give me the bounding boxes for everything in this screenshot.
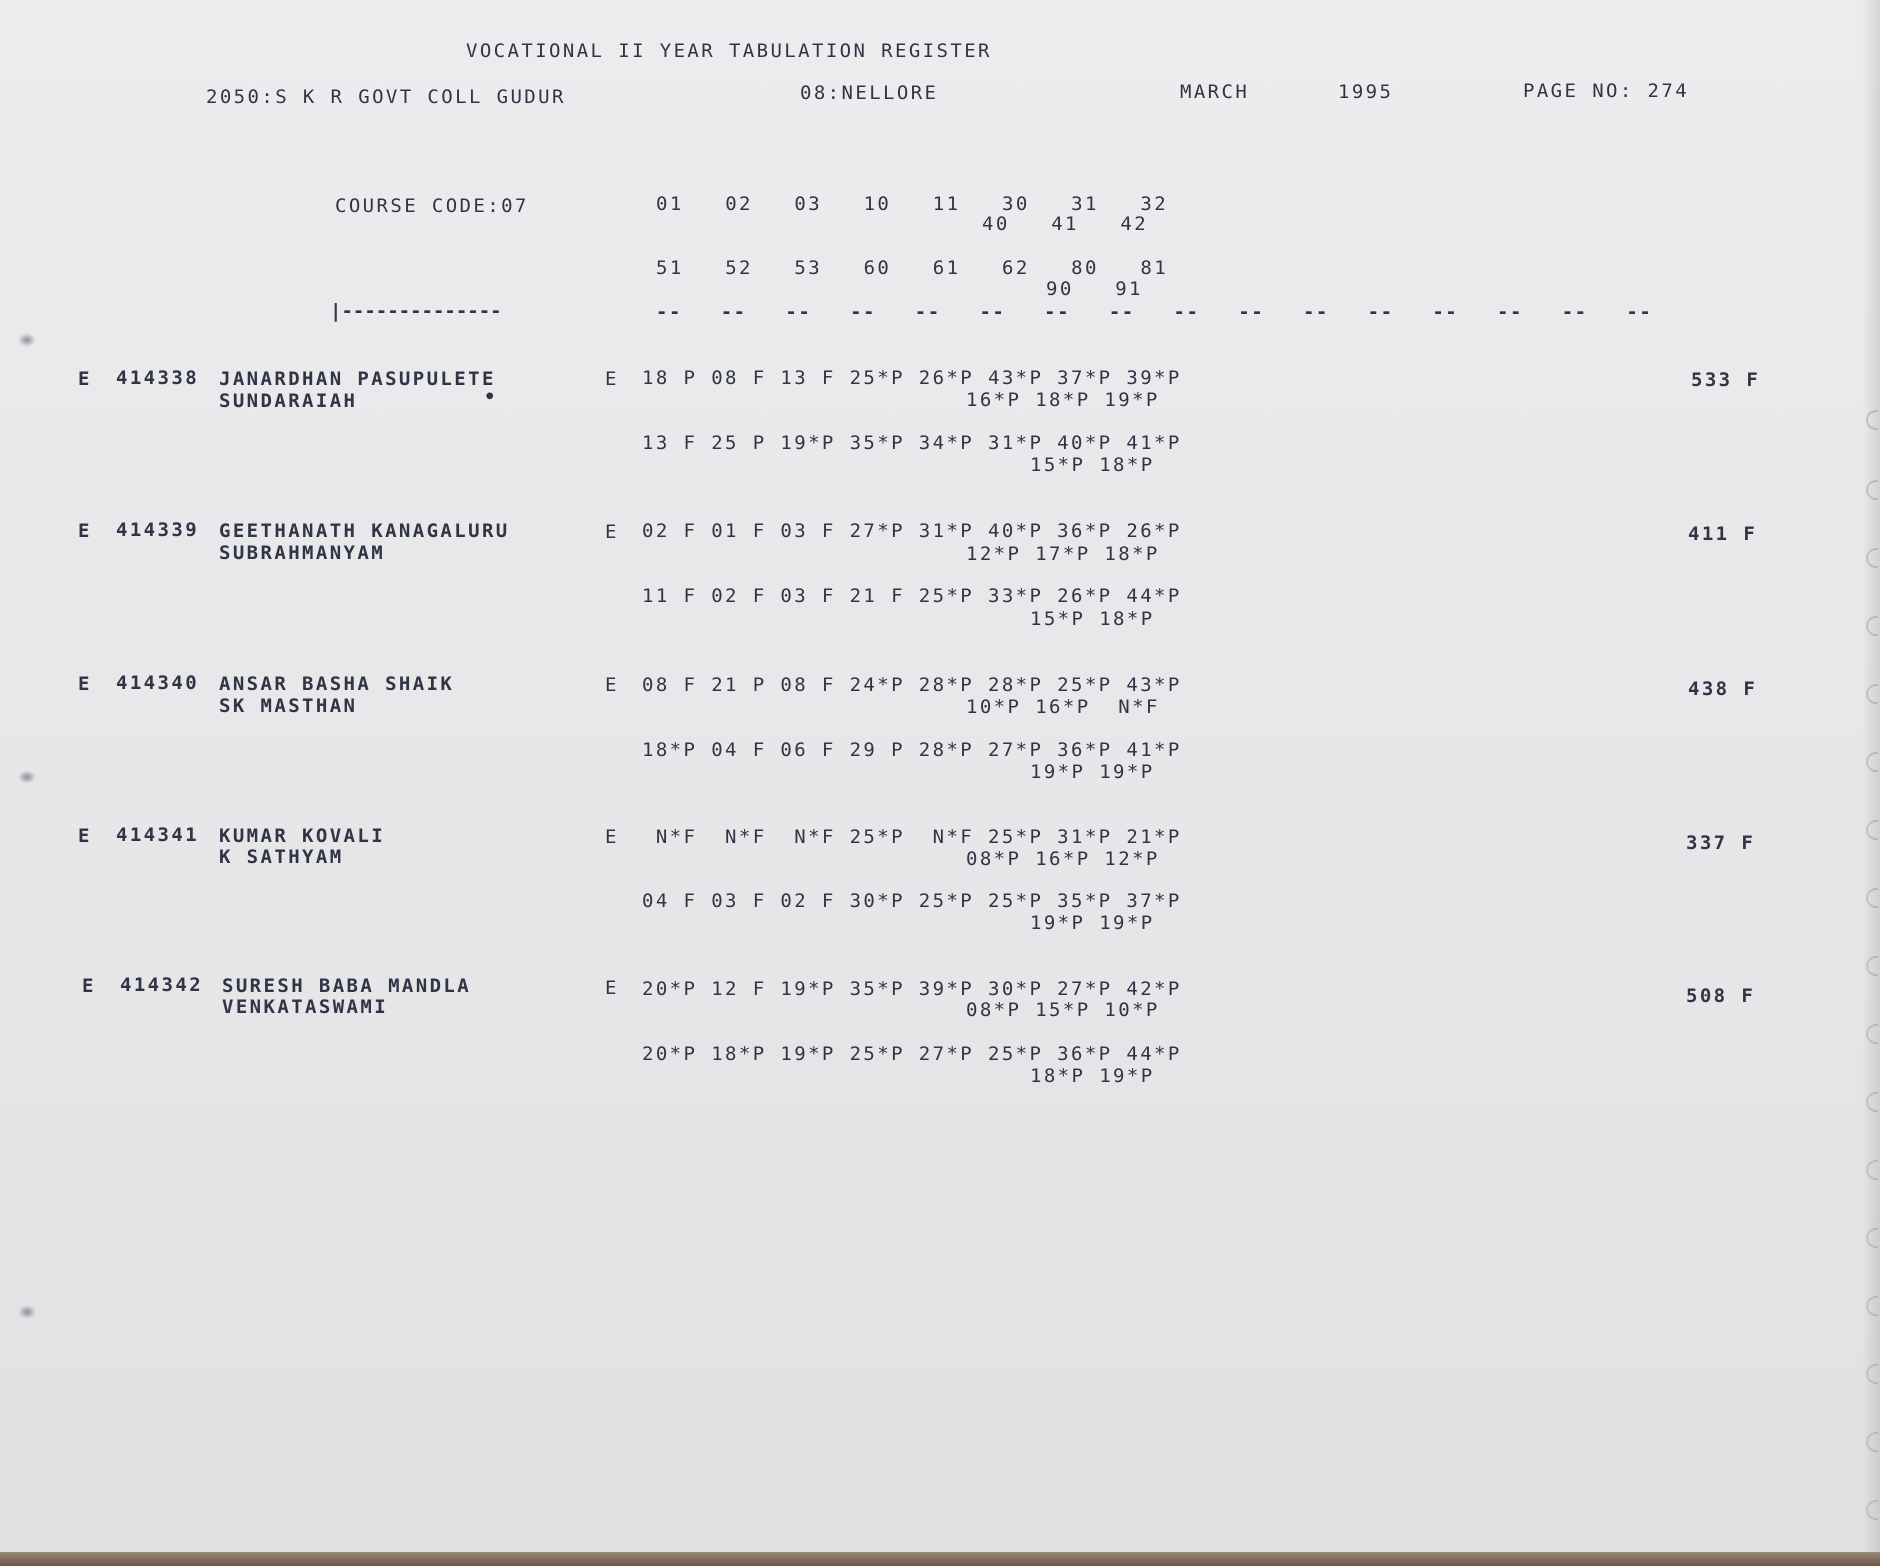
student-name: JANARDHAN PASUPULETE (219, 368, 496, 390)
marks-row1-second: 08*P 16*P 12*P (966, 848, 1160, 870)
exam-type-flag: E (82, 975, 96, 997)
marks-row1-second: 08*P 15*P 10*P (966, 999, 1160, 1021)
registration-number: 414339 (116, 519, 200, 541)
medium-flag: E (605, 521, 619, 543)
marks-column-underline: -- -- -- -- -- -- -- -- -- -- -- -- -- -- -- -- (656, 301, 1653, 323)
binding-hole-mark (18, 770, 36, 784)
medium-flag: E (605, 977, 619, 999)
exam-type-flag: E (78, 368, 92, 390)
marks-row1: N*F N*F N*F 25*P N*F 25*P 31*P 21*P (642, 826, 1182, 848)
marks-row1-second: 12*P 17*P 18*P (966, 543, 1160, 565)
subject-codes-row1-second: 40 41 42 (982, 213, 1149, 235)
total-result: 438 F (1688, 678, 1758, 700)
marks-row2-second: 15*P 18*P (1030, 608, 1155, 630)
father-name: SK MASTHAN (219, 695, 358, 717)
marks-row2-second: 19*P 19*P (1030, 761, 1155, 783)
father-name: SUNDARAIAH (219, 390, 358, 412)
marks-row2: 18*P 04 F 06 F 29 P 28*P 27*P 36*P 41*P (642, 739, 1182, 761)
marks-row1: 08 F 21 P 08 F 24*P 28*P 28*P 25*P 43*P (642, 674, 1182, 696)
marks-row1: 02 F 01 F 03 F 27*P 31*P 40*P 36*P 26*P (642, 520, 1182, 542)
medium-flag: E (605, 674, 619, 696)
college-name: 2050:S K R GOVT COLL GUDUR (206, 86, 566, 108)
exam-year: 1995 (1338, 81, 1394, 103)
district-name: 08:NELLORE (800, 82, 939, 104)
total-result: 411 F (1688, 523, 1758, 545)
total-result: 508 F (1686, 985, 1756, 1007)
medium-flag: E (605, 368, 619, 390)
marks-row1: 20*P 12 F 19*P 35*P 39*P 30*P 27*P 42*P (642, 978, 1182, 1000)
page-bottom-edge (0, 1552, 1880, 1566)
subject-codes-row2-second: 90 91 (1046, 278, 1143, 300)
registration-number: 414338 (116, 367, 200, 389)
marks-row1-second: 10*P 16*P N*F (966, 696, 1160, 718)
marks-row2: 20*P 18*P 19*P 25*P 27*P 25*P 36*P 44*P (642, 1043, 1182, 1065)
page-number: PAGE NO: 274 (1523, 80, 1690, 102)
marks-row1-second: 16*P 18*P 19*P (966, 389, 1160, 411)
total-result: 337 F (1686, 832, 1756, 854)
medium-flag: E (605, 826, 619, 848)
register-title: VOCATIONAL II YEAR TABULATION REGISTER (466, 40, 992, 62)
student-name: KUMAR KOVALI (219, 825, 386, 847)
marks-row2: 13 F 25 P 19*P 35*P 34*P 31*P 40*P 41*P (642, 432, 1182, 454)
student-name: ANSAR BASHA SHAIK (219, 673, 455, 695)
registration-number: 414341 (116, 824, 200, 846)
father-name: VENKATASWAMI (222, 996, 389, 1018)
stray-dot-mark: • (484, 386, 498, 408)
registration-number: 414340 (116, 672, 200, 694)
page-edge-shadow (1862, 0, 1880, 1566)
exam-type-flag: E (78, 520, 92, 542)
marks-row2-second: 15*P 18*P (1030, 454, 1155, 476)
marks-row2-second: 19*P 19*P (1030, 912, 1155, 934)
name-column-underline: |-------------- (330, 300, 502, 322)
subject-codes-row1: 01 02 03 10 11 30 31 32 (656, 193, 1169, 215)
course-code-label: COURSE CODE:07 (335, 195, 529, 217)
registration-number: 414342 (120, 974, 204, 996)
exam-type-flag: E (78, 673, 92, 695)
binding-hole-mark (18, 1305, 36, 1319)
exam-month: MARCH (1180, 81, 1250, 103)
student-name: SURESH BABA MANDLA (222, 975, 472, 997)
marks-row1: 18 P 08 F 13 F 25*P 26*P 43*P 37*P 39*P (642, 367, 1182, 389)
father-name: SUBRAHMANYAM (219, 542, 386, 564)
total-result: 533 F (1691, 369, 1761, 391)
marks-row2-second: 18*P 19*P (1030, 1065, 1155, 1087)
binding-hole-mark (18, 333, 36, 347)
father-name: K SATHYAM (219, 846, 344, 868)
marks-row2: 04 F 03 F 02 F 30*P 25*P 25*P 35*P 37*P (642, 890, 1182, 912)
exam-type-flag: E (78, 825, 92, 847)
subject-codes-row2: 51 52 53 60 61 62 80 81 (656, 257, 1169, 279)
marks-row2: 11 F 02 F 03 F 21 F 25*P 33*P 26*P 44*P (642, 585, 1182, 607)
student-name: GEETHANATH KANAGALURU (219, 520, 510, 542)
